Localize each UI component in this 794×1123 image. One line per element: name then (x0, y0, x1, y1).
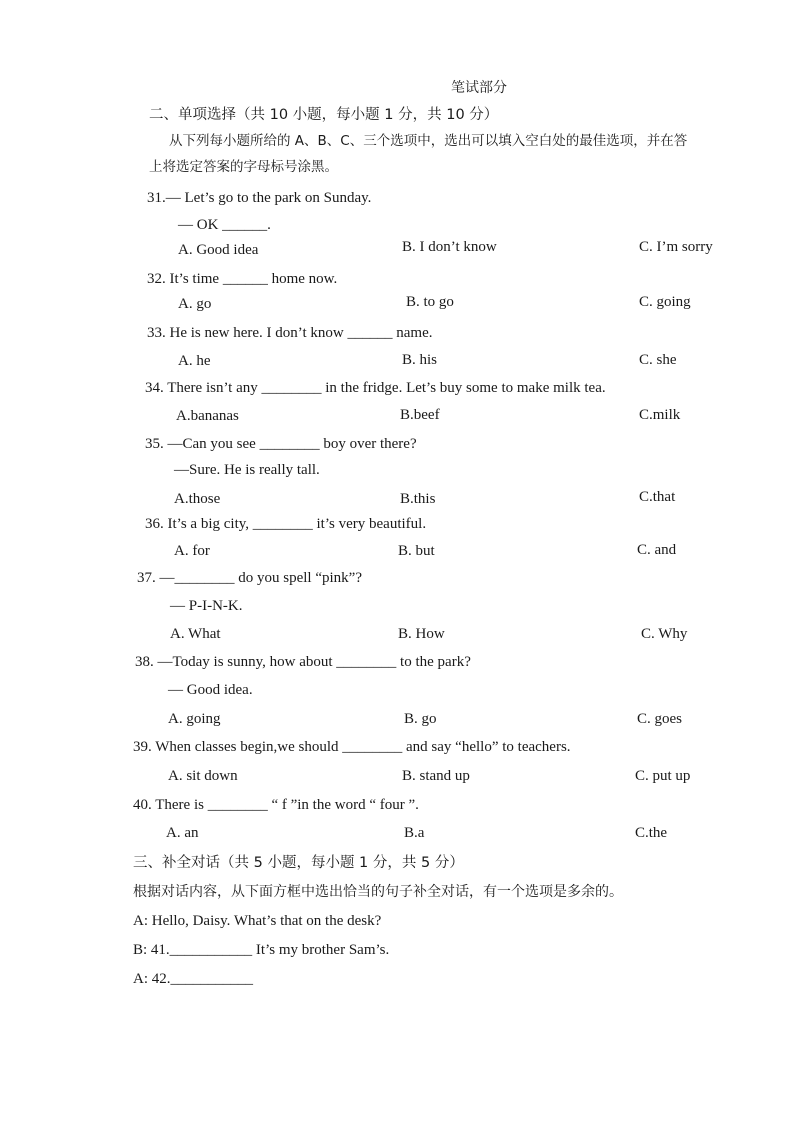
question-31-line1: 31.— Let’s go to the park on Sunday. (147, 190, 372, 206)
question-31-option-b: B. I don’t know (402, 239, 497, 255)
question-31-option-a: A. Good idea (178, 242, 259, 258)
question-33-line1: 33. He is new here. I don’t know ______ name. (147, 325, 433, 341)
question-32-option-c: C. going (639, 294, 691, 310)
question-40-line1: 40. There is ________ “ f ”in the word “ four ”. (133, 797, 419, 813)
question-32-option-a: A. go (178, 296, 212, 312)
question-38-option-c: C. goes (637, 711, 682, 727)
section2-heading: 二、单项选择（共 10 小题，每小题 1 分，共 10 分） (149, 107, 499, 123)
section2-instruction-line1: 从下列每小题所给的 A、B、C、三个选项中，选出可以填入空白处的最佳选项，并在答 (169, 133, 688, 149)
question-35-option-b: B.this (400, 491, 436, 507)
question-40-option-c: C.the (635, 825, 668, 841)
question-34-option-c: C.milk (639, 407, 681, 423)
question-37-line1: 37. —________ do you spell “pink”? (137, 570, 362, 586)
question-38-option-b: B. go (404, 711, 437, 727)
question-33-option-a: A. he (178, 353, 211, 369)
question-34-line1: 34. There isn’t any ________ in the fridge. Let’s buy some to make milk tea. (145, 380, 606, 396)
dialogue-line-2: B: 41.___________ It’s my brother Sam’s. (133, 942, 390, 958)
question-32-line1: 32. It’s time ______ home now. (147, 271, 338, 287)
question-40-option-b: B.a (404, 825, 425, 841)
question-31-line2: — OK ______. (178, 217, 271, 233)
question-35-line1: 35. —Can you see ________ boy over there? (145, 436, 417, 452)
question-40-option-a: A. an (166, 825, 199, 841)
question-39-line1: 39. When classes begin,we should ________ and say “hello” to teachers. (133, 739, 571, 755)
question-39-option-c: C. put up (635, 768, 691, 784)
question-34-option-a: A.bananas (176, 408, 239, 424)
question-37-option-c: C. Why (641, 626, 688, 642)
page-title: 笔试部分 (451, 80, 507, 96)
section3-heading: 三、补全对话（共 5 小题，每小题 1 分，共 5 分） (133, 855, 464, 871)
section3-instruction: 根据对话内容，从下面方框中选出恰当的句子补全对话，有一个选项是多余的。 (133, 884, 623, 900)
question-35-line2: —Sure. He is really tall. (174, 462, 320, 478)
question-36-line1: 36. It’s a big city, ________ it’s very beautiful. (145, 516, 427, 532)
question-36-option-a: A. for (174, 543, 210, 559)
section2-instruction-line2: 上将选定答案的字母标号涂黑。 (149, 159, 338, 175)
question-37-option-a: A. What (170, 626, 221, 642)
question-32-option-b: B. to go (406, 294, 454, 310)
question-38-line2: — Good idea. (168, 682, 253, 698)
question-36-option-b: B. but (398, 543, 435, 559)
question-35-option-c: C.that (639, 489, 676, 505)
question-34-option-b: B.beef (400, 407, 440, 423)
dialogue-line-1: A: Hello, Daisy. What’s that on the desk? (133, 913, 382, 929)
question-39-option-a: A. sit down (168, 768, 238, 784)
question-36-option-c: C. and (637, 542, 677, 558)
question-38-line1: 38. —Today is sunny, how about ________ to the park? (135, 654, 471, 670)
dialogue-line-3: A: 42.___________ (133, 971, 253, 987)
question-39-option-b: B. stand up (402, 768, 470, 784)
question-31-option-c: C. I’m sorry (639, 239, 713, 255)
question-38-option-a: A. going (168, 711, 221, 727)
question-33-option-b: B. his (402, 352, 438, 368)
question-37-line2: — P-I-N-K. (170, 598, 243, 614)
question-33-option-c: C. she (639, 352, 677, 368)
question-35-option-a: A.those (174, 491, 221, 507)
question-37-option-b: B. How (398, 626, 445, 642)
